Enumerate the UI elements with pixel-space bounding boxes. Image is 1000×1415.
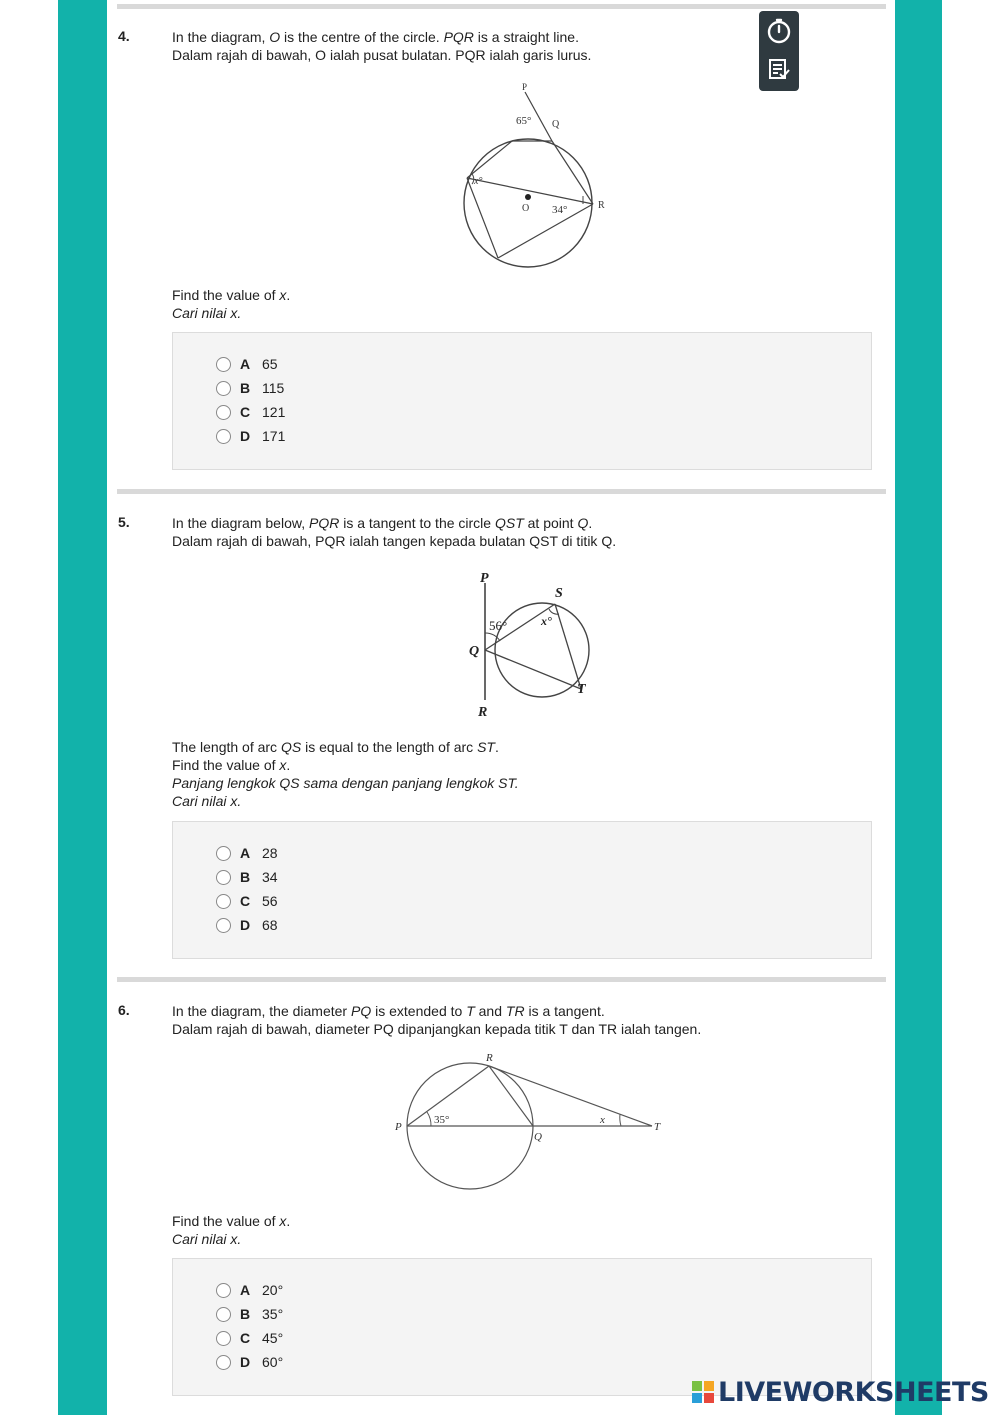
radio-button[interactable] [216,357,231,372]
label-q: Q [469,644,480,659]
option-d[interactable]: D 68 [216,917,278,933]
answer-options-q5 [172,821,872,959]
question-text-en: In the diagram, the diameter PQ is extended to T and TR is a tangent. [172,1003,605,1019]
question-number: 5. [118,514,130,530]
radio-button[interactable] [216,405,231,420]
label-x: x [600,1114,605,1126]
radio-button[interactable] [216,846,231,861]
option-b[interactable]: B 34 [216,869,278,885]
label-q: Q [552,119,560,130]
option-d[interactable]: D 60° [216,1354,283,1370]
label-x: x° [474,176,483,187]
label-r: R [478,705,488,720]
divider [117,489,886,494]
circle-diagram-q6 [390,1050,700,1195]
option-a[interactable]: A 65 [216,356,278,372]
label-q: Q [534,1131,542,1143]
right-teal-band [895,0,942,1415]
radio-button[interactable] [216,1331,231,1346]
timer-icon [766,18,792,44]
liveworksheets-logo-icon [692,1381,714,1403]
checklist-icon [767,57,791,81]
question-prompt: Find the value of x. Cari nilai x. [172,287,291,321]
label-t: T [654,1121,661,1133]
label-o: O [522,203,530,214]
tool-panel [759,11,799,91]
submit-button[interactable] [763,53,795,85]
label-angle-65: 65° [516,115,532,127]
question-text-ms: Dalam rajah di bawah, PQR ialah tangen kepada bulatan QST di titik Q. [172,533,617,549]
label-angle-34: 34° [552,204,568,216]
radio-button[interactable] [216,894,231,909]
option-c[interactable]: C 121 [216,404,285,420]
label-s: S [555,586,563,601]
question-text-ms: Dalam rajah di bawah, diameter PQ dipanjangkan kepada titik T dan TR ialah tangen. [172,1021,702,1037]
label-r: R [486,1052,493,1064]
radio-button[interactable] [216,1307,231,1322]
label-angle-35: 35° [434,1114,450,1126]
question-prompt: Find the value of x. Cari nilai x. [172,1213,291,1247]
option-c[interactable]: C 45° [216,1330,283,1346]
radio-button[interactable] [216,429,231,444]
liveworksheets-brand [692,1375,989,1409]
radio-button[interactable] [216,381,231,396]
option-a[interactable]: A 20° [216,1282,283,1298]
label-p: P [395,1121,402,1133]
option-b[interactable]: B 115 [216,380,284,396]
label-p: P [480,571,489,586]
option-a[interactable]: A 28 [216,845,278,861]
radio-button[interactable] [216,918,231,933]
radio-button[interactable] [216,870,231,885]
brand-name: LIVEWORKSHEETS [718,1376,989,1408]
label-t: T [577,682,586,697]
answer-options-q4 [172,332,872,470]
label-x: x° [541,614,552,628]
label-p: P [522,82,528,92]
question-text-en: In the diagram, O is the centre of the circle. PQR is a straight line. [172,29,579,45]
circle-diagram-q5 [460,565,600,725]
option-b[interactable]: B 35° [216,1306,283,1322]
divider [117,4,886,9]
circle-diagram-q4 [450,80,620,270]
divider [117,977,886,982]
question-text-ms: Dalam rajah di bawah, O ialah pusat bulatan. PQR ialah garis lurus. [172,47,592,63]
label-angle-56: 56° [489,618,508,633]
label-r: R [598,200,605,211]
radio-button[interactable] [216,1355,231,1370]
question-number: 6. [118,1002,130,1018]
question-number: 4. [118,28,130,44]
question-prompt: The length of arc QS is equal to the length of arc ST. Find the value of x. Panjang lengkok QS sama dengan panjang lengkok ST. Cari nilai x. [172,739,519,809]
timer-button[interactable] [763,15,795,47]
option-d[interactable]: D 171 [216,428,285,444]
option-c[interactable]: C 56 [216,893,278,909]
left-teal-band [58,0,107,1415]
radio-button[interactable] [216,1283,231,1298]
question-text-en: In the diagram below, PQR is a tangent to the circle QST at point Q. [172,515,593,531]
